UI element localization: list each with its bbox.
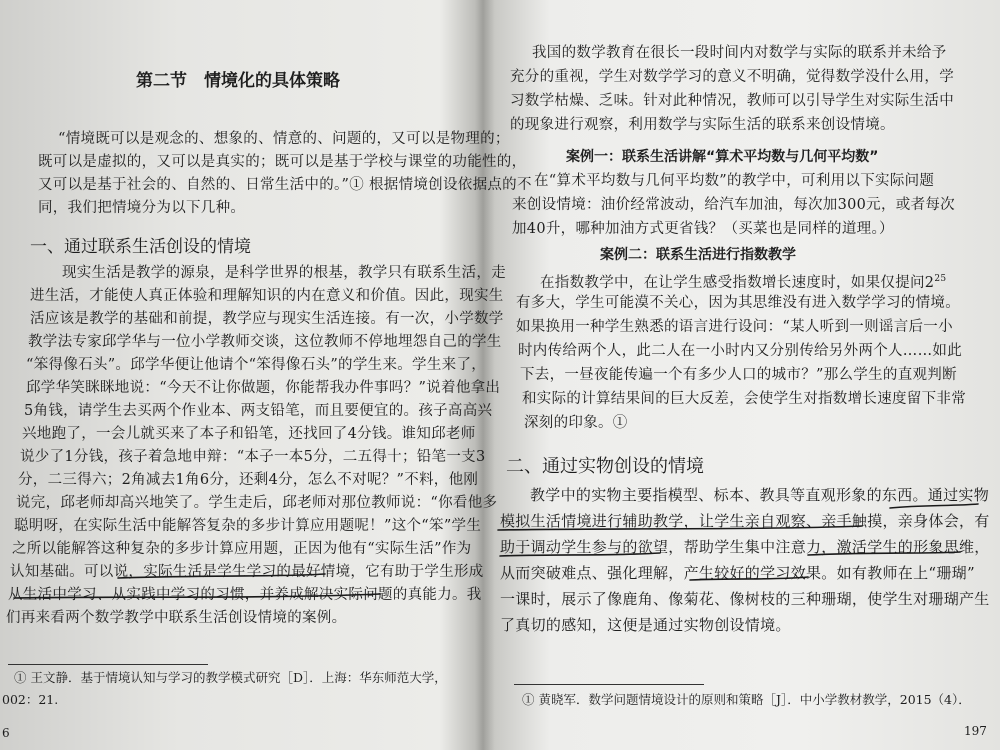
right-page: 我国的数学教育在很长一段时间内对数学与实际的联系并未给予 充分的重视，学生对数学学习的意义不明确，觉得数学没什么用，学 习数学枯燥、乏味。针对此种情况，教师可以引导学生对实际生活中 的现象进行观察，利用数学与实际生活的联系来创设情境。 案例一：联系生活讲解“算术平均数与几何平均数” 在“算术平均数与几何平均数”的教学中，可利用以下实际问题 来创设情境：油价经常波动，给汽车加油，每次加300元，或者每次 加40升，哪种加油方式更省钱？（买菜也是同样的道理。） 案例二：联系生活进行指数教学 在指数教学中，在让学生感受指数增长速度时，如果仅提问$2^{25}$ 有多大，学生可能漠不关心，因为其思维没有进入数学学习的情境。 如果换用一种学生熟悉的语言进行设问：“某人听到一则谣言后一小 时内传给两个人，此二人在一小时内又分别传给另外两个人……如此 下去，一昼夜能传遍一个有多少人口的城市？”那么学生的直观判断 和实际的计算结果间的巨大反差，会使学生对指数增长速度留下非常 深刻的印象。① 二、通过实物创设的情境 教学中的实物主要指模型、标本、教具等直观形象的东西。通过实物 模拟生活情境进行辅助教学，让学生亲自观察、亲手触摸，亲身体会，有 助于调动学生参与的欲望，帮助学生集中注意力，激活学生的形象思维， 从而突破难点、强化理解，产生较好的学习效果。如有教师在上“珊瑚” 一课时，展示了像鹿角、像菊花、像树枝的三种珊瑚，使学生对珊瑚产生 了真切的感知，这便是通过实物创设情境。 ① 黄晓军．数学问题情境设计的原则和策略［J］．中小学教材教学，2015（4）． 197 [500,45,990,738]
heading-life-situations: 一、通过联系生活创设的情境 [30,237,251,257]
right-footnote: ① 黄晓军．数学问题情境设计的原则和策略［J］．中小学教材教学，2015（4）． [522,692,971,707]
footnote-rule [514,684,704,685]
left-page-number: 6 [2,726,10,740]
case2-title: 案例二：联系生活进行指数教学 [600,247,796,263]
heading-physical-objects: 二、通过实物创设的情境 [506,456,704,477]
left-page: 第二节 情境化的具体策略 “情境既可以是观念的、想象的、情意的、问题的，又可以是物理的； 既可以是虚拟的，又可以是真实的；既可以是基于学校与课堂的功能性的， 又可以是基于社会的、自然的、日常生活中的。”① 根据情境创设依据点的不 同，我们把情境分为以下几种。 一、通过联系生活创设的情境 现实生活是教学的源泉，是科学世界的根基，教学只有联系生活，走 进生活，才能使人真正体验和理解知识的内在意义和价值。因此，现实生 活应该是教学的基础和前提，教学应与现实生活连接。有一次，小学数学 教学法专家邱学华与一位小学教师交谈，这位教师不停地埋怨自己的学生 “笨得像石头”。邱学华便让他请个“笨得像石头”的学生来。学生来了， 邱学华笑眯眯地说：“今天不让你做题，你能帮我办件事吗？”说着他拿出 5角钱，请学生去买两个作业本、两支铅笔，而且要便宜的。孩子高高兴 兴地跑了，一会儿就买来了本子和铅笔，还找回了4分钱。谁知邱老师 说少了1分钱，孩子着急地申辩：“本子一本5分，二五得十；铅笔一支3 分，二三得六；2角减去1角6分，还剩4分，怎么不对呢？”不料，他刚 说完，邱老师却高兴地笑了。学生走后，邱老师对那位教师说：“你看他多 聪明呀，在实际生活中能解答复杂的多步计算应用题呢！”这个“笨”学生 之所以能解答这种复杂的多步计算应用题，正因为他有“实际生活”作为 认知基础。可以说，实际生活是学生学习的最好情境，它有助于学生形成 从生活中学习、从实践中学习的习惯，并养成解决实际问题的真能力。我 们再来看两个数学教学中联系生活创设情境的案例。 ① 王文静．基于情境认知与学习的教学模式研究［D］．上海：华东师范大学， 002：21. 6 [0,0,455,750]
case1-title: 案例一：联系生活讲解“算术平均数与几何平均数” [566,149,879,165]
section-title: 第二节 情境化的具体策略 [136,71,340,91]
footnote-rule [8,664,208,665]
right-page-number: 197 [964,724,987,738]
